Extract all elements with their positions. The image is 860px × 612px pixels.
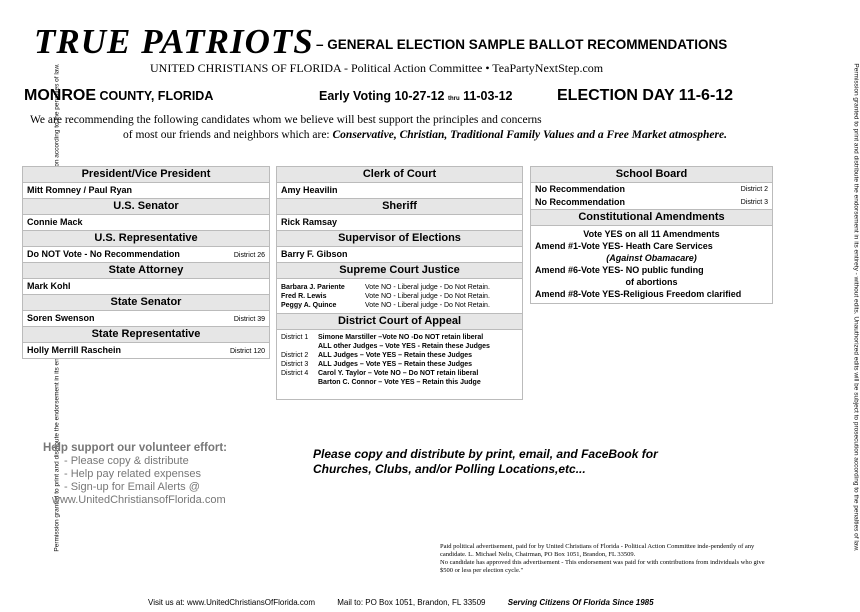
distribution-note — [313, 447, 658, 477]
help-heading: Help support our volunteer effort: — [43, 442, 227, 454]
appeal-text: ALL Judges – Vote YES – Retain these Judges — [318, 361, 473, 368]
paid-disclaimer — [440, 543, 773, 575]
paid-disclaimer-p1: Paid political advertisement, paid for by United Christians of Florida - Political Action Committee inde-pendently of any candidate. L. Michael Nelis, Chairman, PO Box 1051, Brandon, FL 33509. — [440, 543, 755, 558]
footer-serving: Serving Citizens Of Florida Since 1985 — [507, 598, 654, 607]
page-title: TRUE PATRIOTS — [34, 22, 314, 61]
state-rep-heading: State Representative — [23, 326, 269, 343]
appeal-row — [277, 378, 522, 387]
appeal-row — [277, 333, 522, 342]
school-row — [531, 196, 772, 209]
rep-district: District 26 — [233, 252, 265, 259]
distribution-line-1: Please copy and distribute by print, email, and FaceBook for — [313, 447, 658, 461]
rep-choice — [23, 247, 269, 262]
supreme-row — [277, 283, 522, 292]
appeal-text: ALL Judges – Vote YES – Retain these Judges — [318, 352, 473, 359]
appeal-row — [277, 360, 522, 369]
amendments-list — [531, 226, 772, 303]
appeal-row — [277, 351, 522, 360]
appeal-district: District 4 — [281, 370, 309, 377]
president-choice: Mitt Romney / Paul Ryan — [27, 185, 133, 195]
amend-6-note: of abortions — [625, 277, 678, 287]
clerk-heading: Clerk of Court — [277, 167, 522, 183]
side-permission-right: Permission granted to print and distribute the endorsement in its entirety - without edits. Unauthorized edits will be subject to prosecution according to the penalties of law. — [852, 63, 860, 552]
paid-disclaimer-p2: No candidate has approved this advertisement - This endorsement was paid for with contributions from individuals who give $500 or less per election cycle." — [440, 559, 765, 574]
school-row — [531, 183, 772, 196]
supreme-row — [277, 292, 522, 301]
senator-heading: U.S. Senator — [23, 198, 269, 215]
school-heading: School Board — [531, 167, 772, 183]
state-senator-name: Soren Swenson — [27, 313, 95, 323]
county-heading — [24, 87, 213, 105]
page-subtitle: – GENERAL ELECTION SAMPLE BALLOT RECOMMENDATIONS — [316, 37, 728, 52]
footer — [148, 598, 674, 607]
judge-vote: Vote NO - Liberal judge - Do Not Retain. — [365, 284, 490, 291]
state-rep-name: Holly Merrill Raschein — [27, 345, 122, 355]
appeal-district: District 1 — [281, 334, 309, 341]
appeal-row — [277, 342, 522, 351]
federal-state-races-box — [22, 166, 270, 359]
footer-mail: Mail to: PO Box 1051, Brandon, FL 33509 — [337, 598, 486, 607]
school-district: District 3 — [740, 199, 768, 206]
appeal-heading: District Court of Appeal — [277, 313, 522, 330]
clerk-choice: Amy Heavilin — [281, 185, 338, 195]
judge-vote: Vote NO - Liberal judge - Do Not Retain. — [365, 293, 490, 300]
judge-name: Barbara J. Pariente — [281, 284, 345, 291]
early-voting-start: Early Voting 10-27-12 — [319, 89, 448, 103]
supreme-row — [277, 301, 522, 310]
school-district: District 2 — [740, 186, 768, 193]
sheriff-choice: Rick Ramsay — [281, 217, 338, 227]
rep-choice-text: Do NOT Vote - No Recommendation — [27, 249, 180, 259]
early-voting-end: 11-03-12 — [459, 89, 513, 103]
attorney-choice: Mark Kohl — [27, 281, 71, 291]
appeal-list — [277, 330, 522, 399]
state-senator-heading: State Senator — [23, 294, 269, 311]
school-choice: No Recommendation — [535, 184, 626, 194]
intro-line-2-lead: of most our friends and neighbors which are: — [123, 129, 333, 141]
supreme-heading: Supreme Court Justice — [277, 262, 522, 279]
footer-visit-link[interactable]: Visit us at: www.UnitedChristiansOfFlorida.com — [148, 598, 316, 607]
amend-1: Amend #1-Vote YES- Heath Care Services — [535, 241, 713, 251]
supreme-list — [277, 279, 522, 313]
appeal-text: ALL other Judges – Vote YES - Retain these Judges — [318, 343, 490, 350]
sheriff-heading: Sheriff — [277, 198, 522, 215]
help-url-link[interactable]: www.UnitedChristiansofFlorida.com — [52, 494, 226, 506]
school-choice: No Recommendation — [535, 197, 626, 207]
rep-heading: U.S. Representative — [23, 230, 269, 247]
county-suffix: COUNTY, FLORIDA — [96, 89, 214, 103]
school-amendments-box — [530, 166, 773, 304]
judge-name: Fred R. Lewis — [281, 293, 327, 300]
state-rep-district: District 120 — [229, 348, 265, 355]
appeal-text: Barton C. Connor – Vote YES – Retain this Judge — [318, 379, 481, 386]
county-judicial-races-box — [276, 166, 523, 400]
early-voting — [319, 89, 513, 106]
judge-vote: Vote NO - Liberal judge - Do Not Retain. — [365, 302, 490, 309]
org-line: UNITED CHRISTIANS OF FLORIDA - Political Action Committee • TeaPartyNextStep.com — [150, 61, 604, 75]
amend-8: Amend #8-Vote YES-Religious Freedom clarified — [535, 289, 742, 299]
state-senator-district: District 39 — [233, 316, 265, 323]
appeal-text: Simone Marstiller –Vote NO -Do NOT retain liberal — [318, 334, 484, 341]
help-item: - Sign-up for Email Alerts @ — [64, 481, 200, 493]
intro-line-1: We are recommending the following candidates whom we believe will best support the principles and concerns — [30, 114, 542, 126]
distribution-line-2: Churches, Clubs, and/or Polling Locations,etc... — [313, 462, 586, 476]
supervisor-heading: Supervisor of Elections — [277, 230, 522, 247]
state-senator-choice — [23, 311, 269, 326]
help-item: - Help pay related expenses — [64, 468, 201, 480]
help-item: - Please copy & distribute — [64, 455, 189, 467]
state-rep-choice — [23, 343, 269, 358]
intro-values: Conservative, Christian, Traditional Family Values and a Free Market atmosphere. — [332, 129, 727, 141]
early-voting-thru: thru — [448, 96, 460, 102]
judge-name: Peggy A. Quince — [281, 302, 337, 309]
help-support — [43, 442, 227, 507]
amend-6: Amend #6-Vote YES- NO public funding — [535, 265, 704, 275]
amend-1-note: (Against Obamacare) — [606, 253, 697, 263]
appeal-text: Carol Y. Taylor – Vote NO – Do NOT retain liberal — [318, 370, 479, 377]
amend-all: Vote YES on all 11 Amendments — [583, 229, 720, 239]
appeal-district: District 2 — [281, 352, 309, 359]
county-name: MONROE — [24, 87, 96, 104]
intro-line-2 — [123, 128, 727, 142]
amendments-heading: Constitutional Amendments — [531, 209, 772, 226]
attorney-heading: State Attorney — [23, 262, 269, 279]
appeal-district: District 3 — [281, 361, 309, 368]
senator-choice: Connie Mack — [27, 217, 83, 227]
president-heading: President/Vice President — [23, 167, 269, 183]
supervisor-choice: Barry F. Gibson — [281, 249, 348, 259]
appeal-row — [277, 369, 522, 378]
election-day: ELECTION DAY 11-6-12 — [557, 87, 734, 104]
